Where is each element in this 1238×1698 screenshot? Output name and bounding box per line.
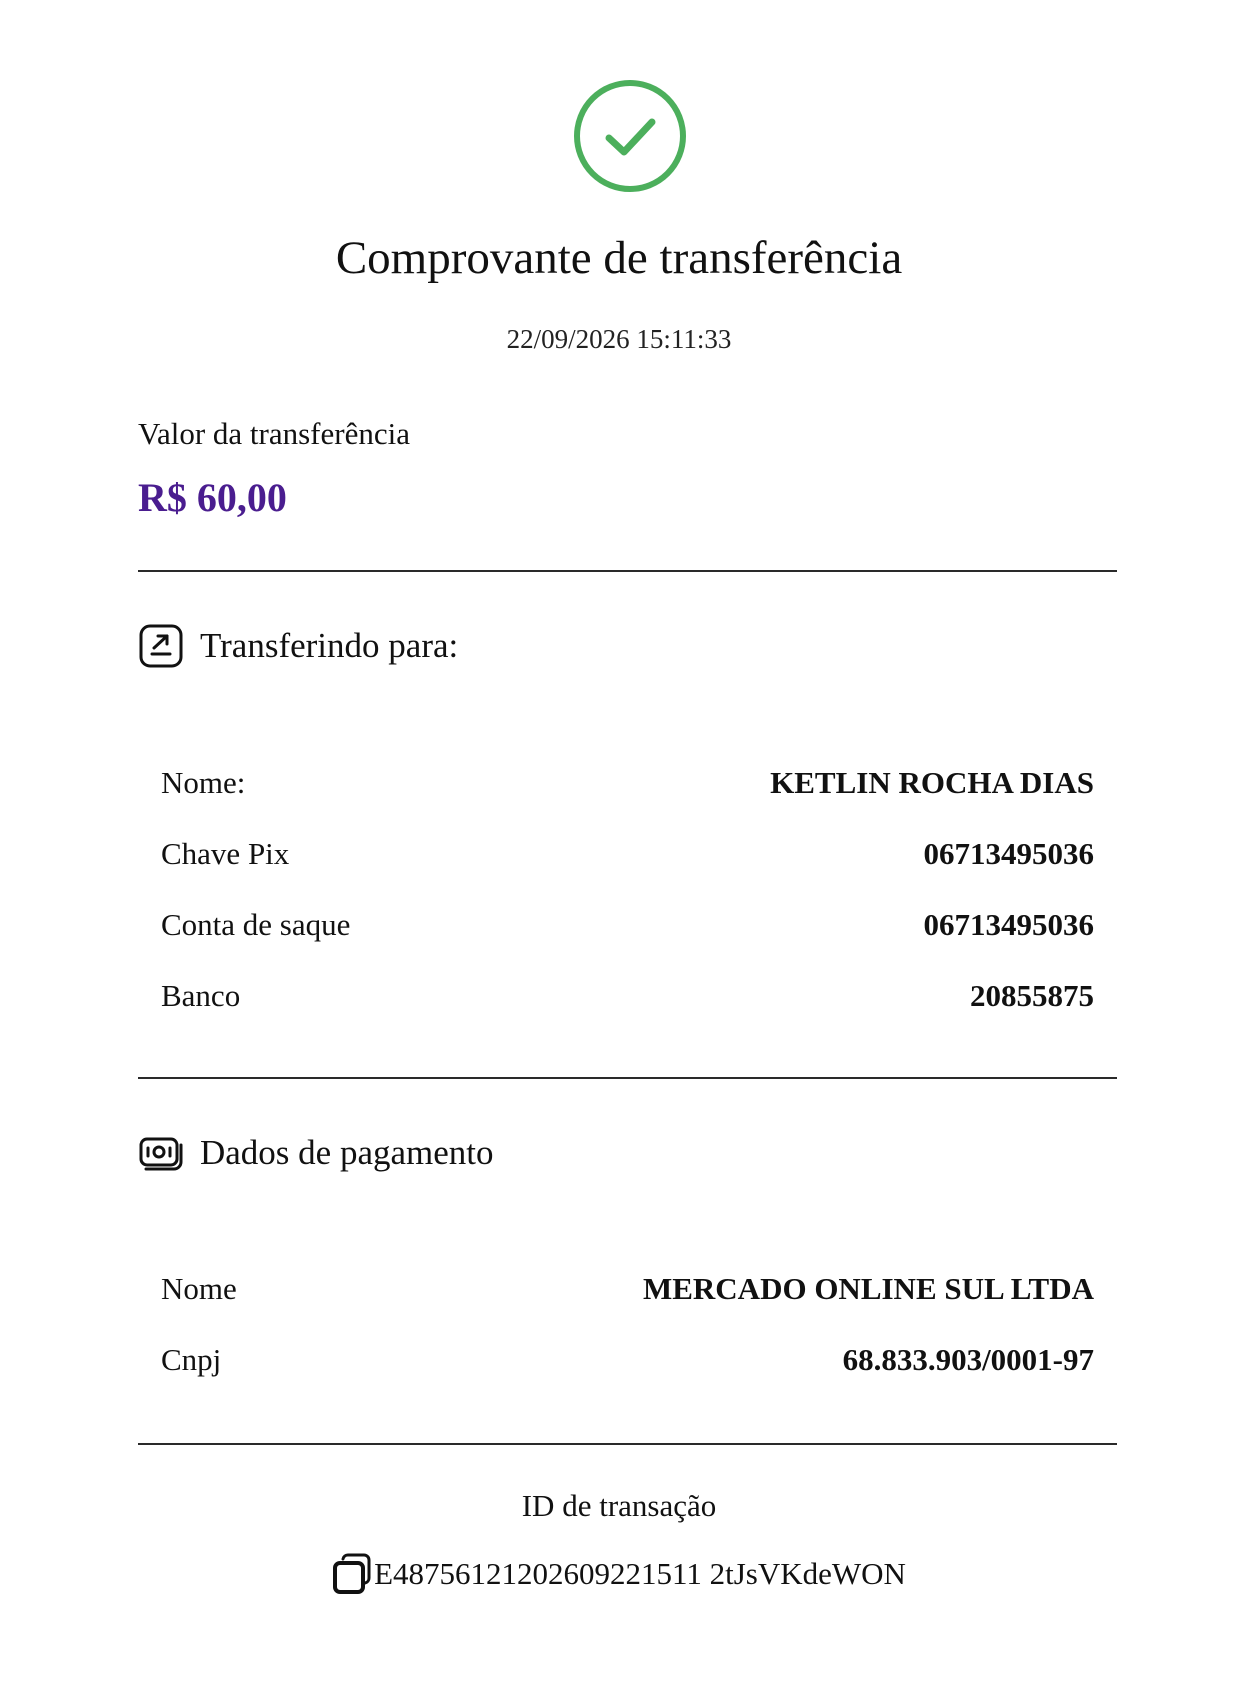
row-label: Banco	[161, 978, 241, 1013]
row-label: Cnpj	[161, 1342, 222, 1377]
money-bills-icon	[138, 1130, 184, 1176]
payment-section-title: Dados de pagamento	[200, 1133, 494, 1172]
recipient-row-name	[161, 761, 1094, 805]
transaction-id-row[interactable]	[0, 1552, 1238, 1596]
divider	[138, 1077, 1117, 1079]
amount-value: R$ 60,00	[138, 475, 287, 520]
row-label: Nome:	[161, 765, 246, 800]
row-label: Nome	[161, 1271, 237, 1306]
recipient-row-pix-key	[161, 832, 1094, 876]
row-value: MERCADO ONLINE SUL LTDA	[642, 1271, 1094, 1306]
row-value: 06713495036	[923, 907, 1094, 942]
recipient-row-account	[161, 903, 1094, 947]
recipient-row-bank	[161, 974, 1094, 1018]
arrow-up-right-box-icon	[138, 623, 184, 669]
row-value: 68.833.903/0001-97	[842, 1342, 1094, 1377]
row-label: Conta de saque	[161, 907, 351, 942]
payment-row-name	[161, 1267, 1094, 1311]
transaction-id-value: E48756121202609221511 2tJsVKdeWON	[374, 1556, 906, 1591]
row-value: 06713495036	[923, 836, 1094, 871]
transaction-id-label: ID de transação	[521, 1488, 717, 1523]
divider	[138, 570, 1117, 572]
payment-section-header	[138, 1128, 494, 1178]
recipient-section-title: Transferindo para:	[200, 626, 459, 665]
row-value: 20855875	[970, 978, 1094, 1013]
amount-label: Valor da transferência	[138, 416, 410, 451]
transfer-datetime: 22/09/2026 15:11:33	[506, 324, 732, 354]
row-label: Chave Pix	[161, 836, 290, 871]
payment-row-cnpj	[161, 1338, 1094, 1382]
divider	[138, 1443, 1117, 1445]
copy-icon[interactable]	[332, 1552, 372, 1596]
page-title: Comprovante de transferência	[335, 232, 903, 284]
recipient-section-header	[138, 621, 458, 671]
check-circle-icon	[572, 78, 688, 194]
row-value: KETLIN ROCHA DIAS	[770, 765, 1094, 800]
